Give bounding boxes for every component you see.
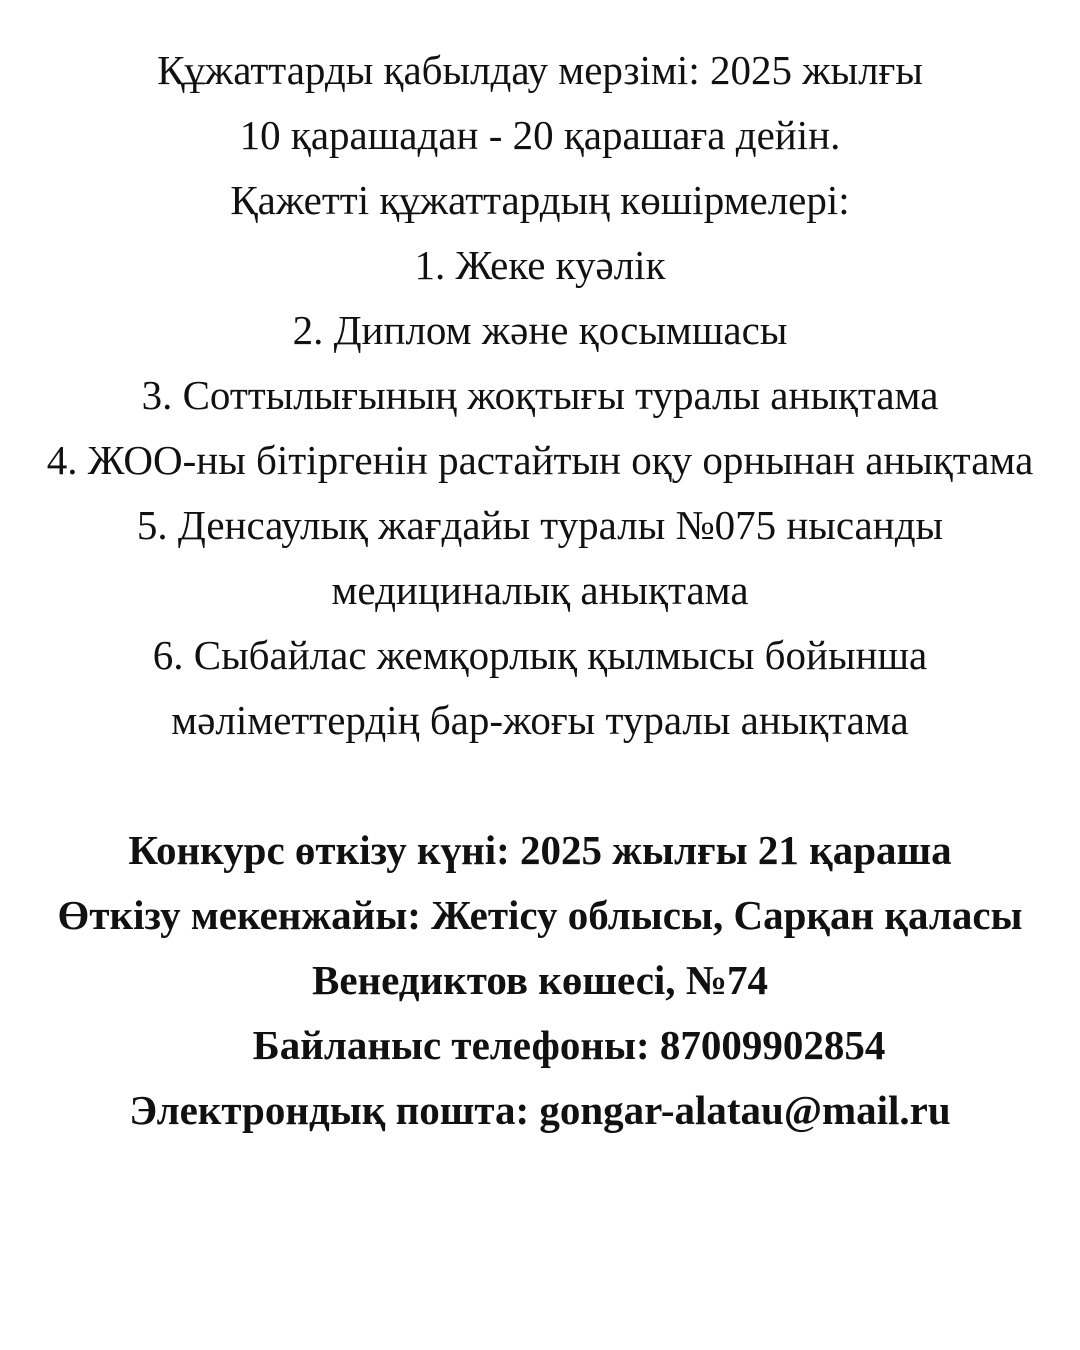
contact-email: Электрондық пошта: gongar-alatau@mail.ru (129, 1087, 951, 1133)
document-item-2: 2. Диплом және қосымшасы (292, 307, 788, 353)
document-item-3: 3. Соттылығының жоқтығы туралы анықтама (141, 372, 939, 418)
document-item-5-line-1: 5. Денсаулық жағдайы туралы №075 нысанды (136, 502, 944, 548)
document-item-4: 4. ЖОО-ны бітіргенін растайтын оқу орнынан анықтама (46, 437, 1034, 483)
document-item-6-line-2: мәліметтердің бар-жоғы туралы анықтама (171, 697, 909, 743)
contest-address-line-1: Өткізу мекенжайы: Жетісу облысы, Сарқан қаласы (57, 892, 1023, 938)
contest-address-line-2: Венедиктов көшесі, №74 (311, 957, 768, 1003)
contest-date: Конкурс өткізу күні: 2025 жылғы 21 қараша (128, 827, 952, 873)
document-item-1: 1. Жеке куәлік (414, 242, 666, 288)
submission-period-line-2: 10 қарашадан - 20 қарашаға дейін. (239, 112, 841, 158)
required-documents-heading: Қажетті құжаттардың көшірмелері: (230, 177, 850, 223)
document-item-5-line-2: медициналық анықтама (331, 567, 749, 613)
submission-period-line-1: Құжаттарды қабылдау мерзімі: 2025 жылғы (157, 47, 923, 93)
contact-phone: Байланыс телефоны: 87009902854 (252, 1022, 886, 1068)
document-item-6-line-1: 6. Сыбайлас жемқорлық қылмысы бойынша (152, 632, 928, 678)
